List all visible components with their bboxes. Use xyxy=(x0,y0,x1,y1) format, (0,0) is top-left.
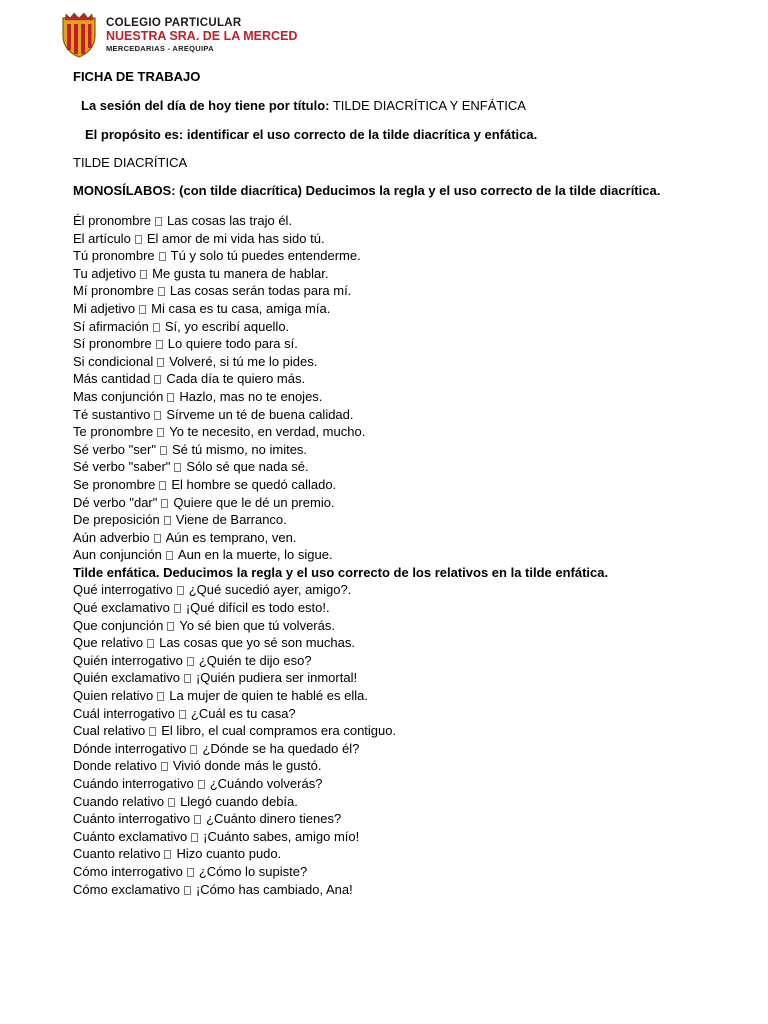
example-term: Mí pronombre xyxy=(73,283,154,299)
example-row xyxy=(73,335,695,353)
missing-glyph-box-icon xyxy=(184,674,191,683)
example-sentence: ¡Cuánto sabes, amigo mío! xyxy=(203,828,360,844)
example-term: Cómo interrogativo xyxy=(73,863,183,879)
missing-glyph-box-icon xyxy=(198,780,205,789)
example-sentence: Quiere que le dé un premio. xyxy=(173,494,335,510)
example-term: Cuándo interrogativo xyxy=(73,776,194,791)
missing-glyph-box-icon xyxy=(174,463,181,472)
example-row xyxy=(73,793,695,811)
example-sentence: El hombre se quedó callado. xyxy=(171,476,337,492)
example-term: Mi adjetivo xyxy=(73,300,136,316)
session-label: La sesión del día de hoy tiene por título: xyxy=(81,98,330,113)
example-sentence: ¿Cómo lo supiste? xyxy=(198,863,308,879)
example-term: Se pronombre xyxy=(73,476,156,492)
worksheet-content xyxy=(73,68,695,898)
example-sentence: Hizo cuanto pudo. xyxy=(176,846,282,862)
example-term: Cómo exclamativo xyxy=(73,881,180,897)
missing-glyph-box-icon xyxy=(177,586,184,595)
example-sentence: ¿Quién te dijo eso? xyxy=(198,652,312,668)
example-row xyxy=(73,511,695,529)
section-heading-enfatica: Tilde enfática. Deducimos la regla y el uso correcto de los relativos en la tilde enfática. xyxy=(73,564,609,580)
example-sentence: Cada día te quiero más. xyxy=(166,371,306,387)
example-term: El artículo xyxy=(73,230,131,246)
missing-glyph-box-icon xyxy=(157,358,164,367)
example-row xyxy=(73,370,695,388)
example-row xyxy=(73,318,695,336)
missing-glyph-box-icon xyxy=(161,762,168,771)
school-name-line1: COLEGIO PARTICULAR xyxy=(106,16,242,29)
example-row xyxy=(73,652,695,670)
session-line xyxy=(73,97,695,114)
example-sentence: Viene de Barranco. xyxy=(175,512,287,528)
missing-glyph-box-icon xyxy=(194,815,201,824)
monosilabos-heading: MONOSÍLABOS: (con tilde diacrítica) Deducimos la regla y el uso correcto de la tilde diacrítica. xyxy=(73,183,661,198)
missing-glyph-box-icon xyxy=(154,534,161,543)
example-sentence: ¿Dónde se ha quedado él? xyxy=(202,740,360,756)
example-sentence: Mi casa es tu casa, amiga mía. xyxy=(151,300,331,316)
missing-glyph-box-icon xyxy=(166,551,173,560)
example-row xyxy=(73,863,695,881)
example-row xyxy=(73,775,695,793)
example-sentence: Yo sé bien que tú volverás. xyxy=(179,617,335,633)
example-row xyxy=(73,212,695,230)
missing-glyph-box-icon xyxy=(184,886,191,895)
example-sentence: Las cosas que yo sé son muchas. xyxy=(159,635,355,651)
example-sentence: Sírveme un té de buena calidad. xyxy=(166,406,354,422)
missing-glyph-box-icon xyxy=(174,604,181,613)
example-sentence: Sí, yo escribí aquello. xyxy=(164,318,290,334)
missing-glyph-box-icon xyxy=(179,710,186,719)
example-term: Que conjunción xyxy=(73,617,164,633)
example-sentence: ¿Cuál es tu casa? xyxy=(190,705,296,721)
example-sentence: Vivió donde más le gustó. xyxy=(172,758,322,774)
missing-glyph-box-icon xyxy=(167,393,174,402)
missing-glyph-box-icon xyxy=(147,639,154,648)
missing-glyph-box-icon xyxy=(187,868,194,877)
missing-glyph-box-icon xyxy=(158,287,165,296)
example-row xyxy=(73,687,695,705)
example-row xyxy=(73,476,695,494)
example-term: Más cantidad xyxy=(73,371,151,387)
example-row xyxy=(73,247,695,265)
missing-glyph-box-icon xyxy=(161,499,168,508)
example-sentence: Sé tú mismo, no imites. xyxy=(171,441,308,457)
example-row xyxy=(73,634,695,652)
example-row xyxy=(73,282,695,300)
example-term: Té sustantivo xyxy=(73,406,151,422)
example-row xyxy=(73,423,695,441)
examples-list xyxy=(73,212,695,898)
missing-glyph-box-icon xyxy=(160,446,167,455)
example-row xyxy=(73,494,695,512)
example-row xyxy=(73,599,695,617)
example-sentence: Aún es temprano, ven. xyxy=(165,529,297,545)
example-row xyxy=(73,722,695,740)
example-sentence: ¡Cómo has cambiado, Ana! xyxy=(195,881,353,897)
example-row xyxy=(73,845,695,863)
example-sentence: Yo te necesito, en verdad, mucho. xyxy=(169,424,366,440)
missing-glyph-box-icon xyxy=(135,235,142,244)
example-row xyxy=(73,828,695,846)
example-term: Cuanto relativo xyxy=(73,846,161,862)
example-row xyxy=(73,353,695,371)
example-term: Sí pronombre xyxy=(73,336,152,352)
example-row xyxy=(73,300,695,318)
example-sentence: ¿Qué sucedió ayer, amigo?. xyxy=(188,582,352,598)
example-term: Quién interrogativo xyxy=(73,652,183,668)
missing-glyph-box-icon xyxy=(159,481,166,490)
example-sentence: Llegó cuando debía. xyxy=(180,793,298,809)
example-row xyxy=(73,705,695,723)
example-sentence: Las cosas serán todas para mí. xyxy=(169,283,352,299)
missing-glyph-box-icon xyxy=(167,622,174,631)
missing-glyph-box-icon xyxy=(187,657,194,666)
example-sentence: ¡Quién pudiera ser inmortal! xyxy=(195,670,358,686)
example-sentence: ¡Qué difícil es todo esto!. xyxy=(185,600,330,616)
example-sentence: La mujer de quien te hablé es ella. xyxy=(169,688,368,704)
example-term: Quien relativo xyxy=(73,688,154,704)
example-sentence: Sólo sé que nada sé. xyxy=(186,459,309,475)
school-location: MERCEDARIAS - AREQUIPA xyxy=(106,43,214,53)
example-row xyxy=(73,406,695,424)
missing-glyph-box-icon xyxy=(154,375,161,384)
example-sentence: Volveré, si tú me lo pides. xyxy=(169,353,318,369)
example-term: Qué interrogativo xyxy=(73,582,173,598)
school-crest-icon xyxy=(60,12,98,58)
example-row xyxy=(73,740,695,758)
example-term: Dé verbo "dar" xyxy=(73,494,158,510)
missing-glyph-box-icon xyxy=(190,745,197,754)
missing-glyph-box-icon xyxy=(191,833,198,842)
missing-glyph-box-icon xyxy=(164,850,171,859)
missing-glyph-box-icon xyxy=(159,252,166,261)
example-row xyxy=(73,529,695,547)
section-heading-diacritica: TILDE DIACRÍTICA xyxy=(73,155,188,170)
school-name-line2: NUESTRA SRA. DE LA MERCED xyxy=(106,29,298,44)
example-term: Cual relativo xyxy=(73,723,146,739)
example-sentence: Las cosas las trajo él. xyxy=(167,213,293,228)
example-row xyxy=(73,458,695,476)
example-row xyxy=(73,810,695,828)
example-term: Que relativo xyxy=(73,635,144,651)
example-row xyxy=(73,230,695,248)
example-term: Mas conjunción xyxy=(73,388,164,404)
example-term: Te pronombre xyxy=(73,424,154,440)
example-term: Cuál interrogativo xyxy=(73,705,175,721)
example-row xyxy=(73,581,695,599)
missing-glyph-box-icon xyxy=(140,270,147,279)
example-sentence: El amor de mi vida has sido tú. xyxy=(146,230,325,246)
missing-glyph-box-icon xyxy=(157,428,164,437)
example-sentence: Aun en la muerte, lo sigue. xyxy=(177,547,333,563)
missing-glyph-box-icon xyxy=(155,217,162,226)
session-title: TILDE DIACRÍTICA Y ENFÁTICA xyxy=(329,98,526,113)
example-term: Sí afirmación xyxy=(73,318,149,334)
example-term: Si condicional xyxy=(73,353,154,369)
example-term: Qué exclamativo xyxy=(73,600,170,616)
example-term: Él pronombre xyxy=(73,213,152,228)
example-row xyxy=(73,881,695,899)
example-sentence: ¿Cuándo volverás? xyxy=(209,776,323,791)
example-term: De preposición xyxy=(73,512,160,528)
missing-glyph-box-icon xyxy=(157,692,164,701)
missing-glyph-box-icon xyxy=(164,516,171,525)
example-sentence: Me gusta tu manera de hablar. xyxy=(152,265,329,281)
example-term: Aun conjunción xyxy=(73,547,162,563)
missing-glyph-box-icon xyxy=(168,798,175,807)
school-header xyxy=(60,10,297,60)
example-sentence: Tú y solo tú puedes entenderme. xyxy=(170,248,361,264)
example-term: Cuánto interrogativo xyxy=(73,811,191,827)
missing-glyph-box-icon xyxy=(139,305,146,314)
example-row xyxy=(73,265,695,283)
example-row xyxy=(73,441,695,459)
missing-glyph-box-icon xyxy=(156,340,163,349)
purpose-line: El propósito es: identificar el uso correcto de la tilde diacrítica y enfática. xyxy=(85,127,538,142)
example-term: Dónde interrogativo xyxy=(73,740,187,756)
example-row xyxy=(73,669,695,687)
example-row xyxy=(73,546,695,564)
example-sentence: Hazlo, mas no te enojes. xyxy=(179,388,323,404)
missing-glyph-box-icon xyxy=(154,411,161,420)
example-sentence: ¿Cuánto dinero tienes? xyxy=(206,811,342,827)
example-term: Donde relativo xyxy=(73,758,157,774)
example-term: Tu adjetivo xyxy=(73,265,137,281)
missing-glyph-box-icon xyxy=(153,323,160,332)
example-term: Cuando relativo xyxy=(73,793,165,809)
example-sentence: Lo quiere todo para sí. xyxy=(167,336,298,352)
missing-glyph-box-icon xyxy=(149,727,156,736)
example-row xyxy=(73,757,695,775)
example-term: Quién exclamativo xyxy=(73,670,180,686)
example-row xyxy=(73,388,695,406)
example-sentence: El libro, el cual compramos era contiguo. xyxy=(161,723,397,739)
example-term: Sé verbo "ser" xyxy=(73,441,156,457)
worksheet-title: FICHA DE TRABAJO xyxy=(73,69,201,84)
example-row xyxy=(73,617,695,635)
example-term: Sé verbo "saber" xyxy=(73,459,171,475)
example-term: Aún adverbio xyxy=(73,529,150,545)
example-term: Cuánto exclamativo xyxy=(73,828,188,844)
example-term: Tú pronombre xyxy=(73,248,155,264)
